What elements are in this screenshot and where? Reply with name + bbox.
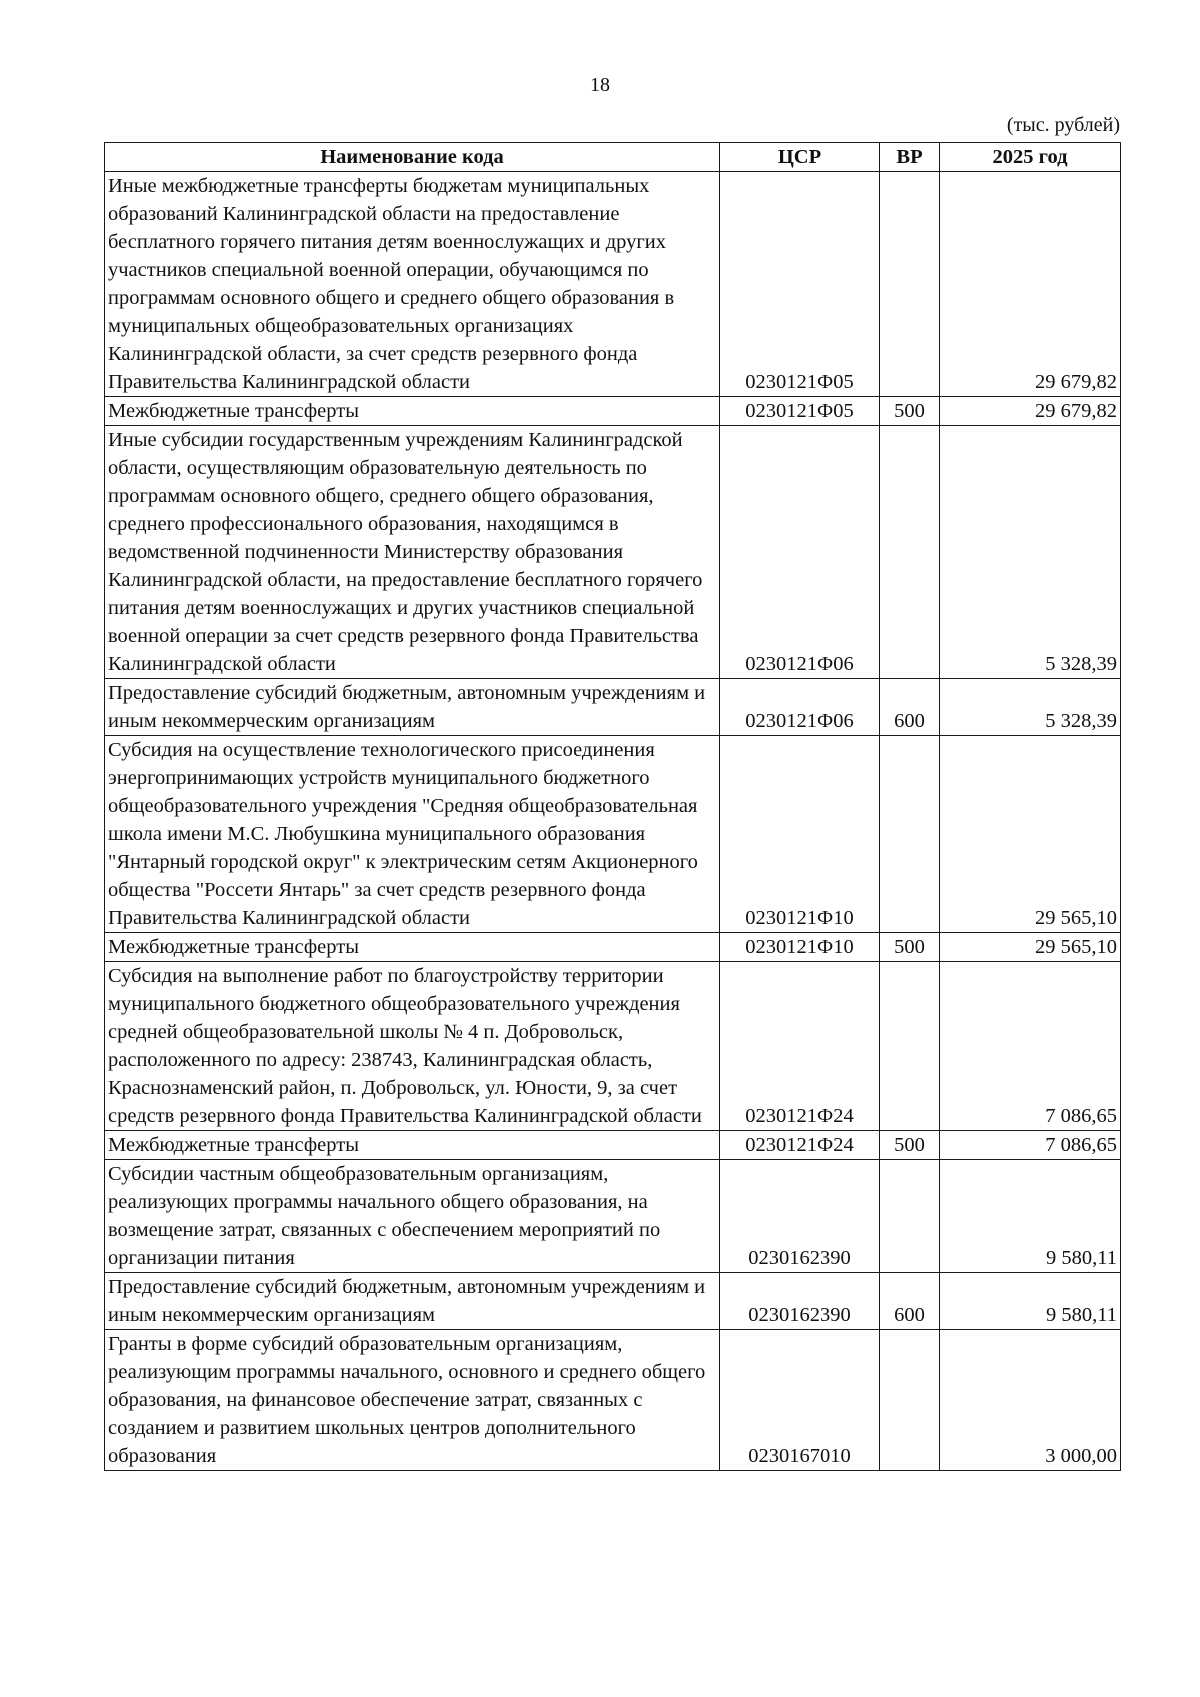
row-csr: 0230167010 — [720, 1330, 880, 1471]
row-name: Предоставление субсидий бюджетным, автономным учреждениям и иным некоммерческим организациям — [105, 679, 720, 736]
header-name: Наименование кода — [105, 143, 720, 172]
row-name: Иные субсидии государственным учреждениям Калининградской области, осуществляющим образовательную деятельность по программам основного общего, среднего общего образования, среднего профессионального образования, находящимся в ведомственной подчиненности Министерству образования Калининградской области, на предоставление бесплатного горячего питания детям военнослужащих и других участников специальной военной операции за счет средств резервного фонда Правительства Калининградской области — [105, 426, 720, 679]
row-csr: 0230121Ф10 — [720, 736, 880, 933]
row-csr: 0230121Ф05 — [720, 172, 880, 397]
row-csr: 0230121Ф24 — [720, 1131, 880, 1160]
row-amount: 29 679,82 — [940, 397, 1121, 426]
table-row — [105, 962, 1121, 1131]
row-vr: 600 — [880, 679, 940, 736]
header-vr: ВР — [880, 143, 940, 172]
row-amount: 7 086,65 — [940, 1131, 1121, 1160]
row-amount: 29 565,10 — [940, 736, 1121, 933]
row-csr: 0230121Ф05 — [720, 397, 880, 426]
table-row — [105, 172, 1121, 397]
row-name: Иные межбюджетные трансферты бюджетам муниципальных образований Калининградской области на предоставление бесплатного горячего питания детям военнослужащих и других участников специальной военной операции, обучающимся по программам основного общего и среднего общего образования в муниципальных общеобразовательных организациях Калининградской области, за счет средств резервного фонда Правительства Калининградской области — [105, 172, 720, 397]
row-vr — [880, 962, 940, 1131]
row-csr: 0230121Ф24 — [720, 962, 880, 1131]
row-amount: 3 000,00 — [940, 1330, 1121, 1471]
row-amount: 29 565,10 — [940, 933, 1121, 962]
table-row — [105, 426, 1121, 679]
table-row — [105, 679, 1121, 736]
table-row — [105, 1330, 1121, 1471]
row-name: Межбюджетные трансферты — [105, 933, 720, 962]
row-vr — [880, 1160, 940, 1273]
table-row — [105, 736, 1121, 933]
row-vr — [880, 172, 940, 397]
row-csr: 0230121Ф06 — [720, 679, 880, 736]
row-name: Межбюджетные трансферты — [105, 1131, 720, 1160]
row-vr — [880, 736, 940, 933]
row-vr: 500 — [880, 397, 940, 426]
table-header-row — [105, 143, 1121, 172]
row-name: Межбюджетные трансферты — [105, 397, 720, 426]
row-vr — [880, 1330, 940, 1471]
page-number: 18 — [590, 74, 610, 96]
table-row — [105, 1160, 1121, 1273]
row-vr: 500 — [880, 1131, 940, 1160]
table-row — [105, 933, 1121, 962]
row-vr — [880, 426, 940, 679]
table-row — [105, 1273, 1121, 1330]
row-amount: 9 580,11 — [940, 1273, 1121, 1330]
row-csr: 0230162390 — [720, 1273, 880, 1330]
row-csr: 0230121Ф10 — [720, 933, 880, 962]
row-name: Субсидия на осуществление технологического присоединения энергопринимающих устройств муниципального бюджетного общеобразовательного учреждения "Средняя общеобразовательная школа имени М.С. Любушкина муниципального образования "Янтарный городской округ" к электрическим сетям Акционерного общества "Россети Янтарь" за счет средств резервного фонда Правительства Калининградской области — [105, 736, 720, 933]
row-amount: 29 679,82 — [940, 172, 1121, 397]
row-amount: 5 328,39 — [940, 679, 1121, 736]
row-name: Предоставление субсидий бюджетным, автономным учреждениям и иным некоммерческим организациям — [105, 1273, 720, 1330]
header-amount: 2025 год — [940, 143, 1121, 172]
header-csr: ЦСР — [720, 143, 880, 172]
units-label: (тыс. рублей) — [1006, 114, 1120, 136]
budget-table — [104, 142, 1121, 1471]
table-row — [105, 397, 1121, 426]
row-vr: 500 — [880, 933, 940, 962]
table-row — [105, 1131, 1121, 1160]
row-vr: 600 — [880, 1273, 940, 1330]
row-name: Субсидия на выполнение работ по благоустройству территории муниципального бюджетного общеобразовательного учреждения средней общеобразовательной школы № 4 п. Добровольск, расположенного по адресу: 238743, Калининградская область, Краснознаменский район, п. Добровольск, ул. Юности, 9, за счет средств резервного фонда Правительства Калининградской области — [105, 962, 720, 1131]
row-amount: 7 086,65 — [940, 962, 1121, 1131]
row-amount: 5 328,39 — [940, 426, 1121, 679]
row-name: Гранты в форме субсидий образовательным организациям, реализующим программы начального, основного и среднего общего образования, на финансовое обеспечение затрат, связанных с созданием и развитием школьных центров дополнительного образования — [105, 1330, 720, 1471]
row-csr: 0230121Ф06 — [720, 426, 880, 679]
row-amount: 9 580,11 — [940, 1160, 1121, 1273]
row-csr: 0230162390 — [720, 1160, 880, 1273]
row-name: Субсидии частным общеобразовательным организациям, реализующих программы начального общего образования, на возмещение затрат, связанных с обеспечением мероприятий по организации питания — [105, 1160, 720, 1273]
